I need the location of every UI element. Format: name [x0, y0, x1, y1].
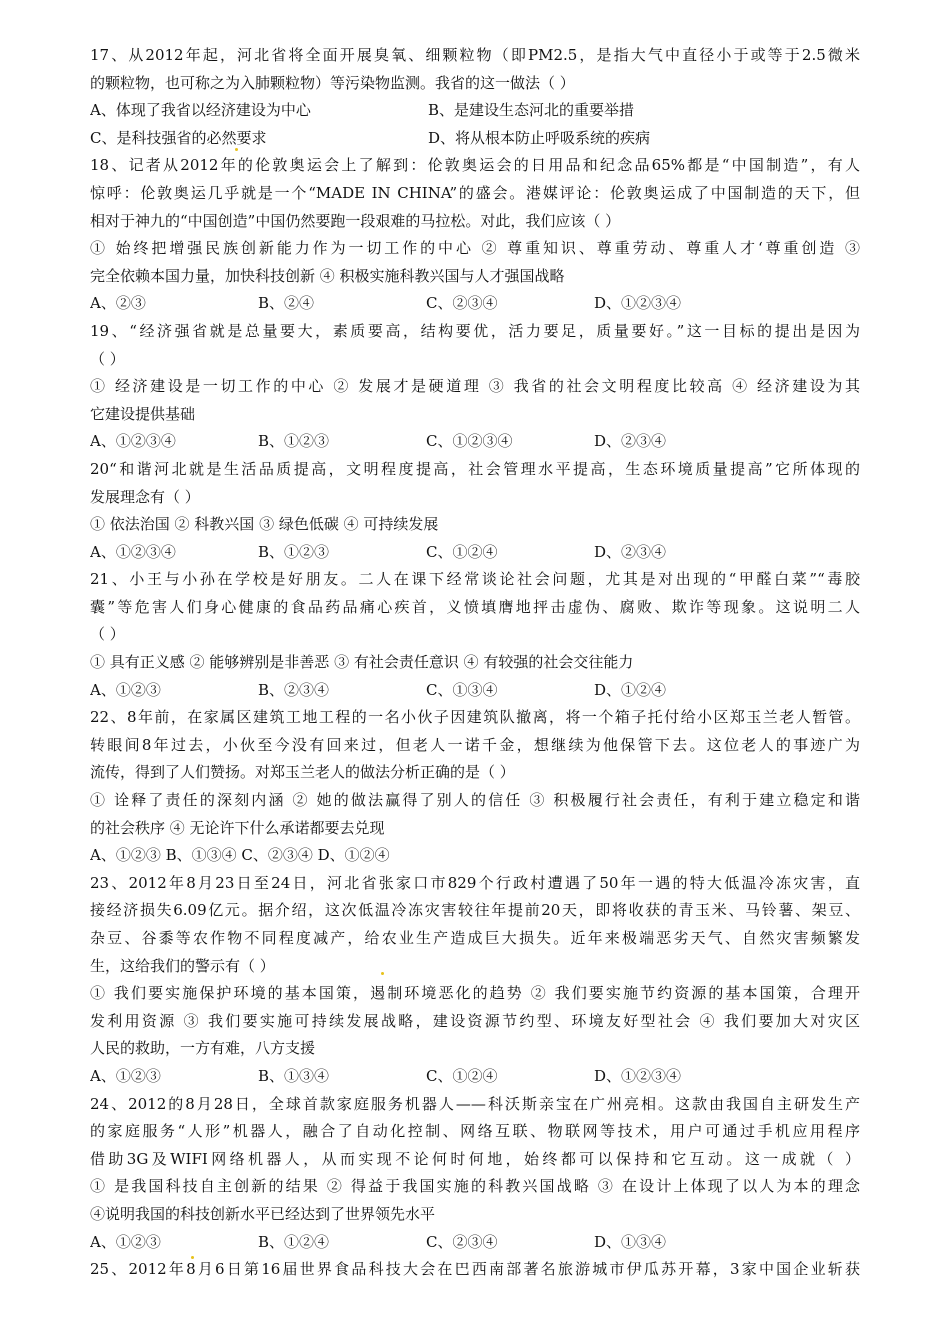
answer-option: C、①②③④ [426, 432, 513, 451]
question-text-line: A、①②③ B、①③④ C、②③④ D、①②④ [90, 846, 390, 865]
question-text-line: 的家庭服务“人形”机器人，融合了自动化控制、网络互联、物联网等技术，用户可通过手机应用程序 [90, 1122, 860, 1141]
question-text-line: 生，这给我们的警示有（ ） [90, 956, 275, 975]
answer-option: C、①②④ [426, 542, 498, 561]
question-text-line: 杂豆、谷黍等农作物不同程度减产，给农业生产造成巨大损失。近年来极端恶劣天气、自然灾害频繁发 [90, 929, 860, 947]
question-20 [90, 456, 860, 566]
answer-option: C、是科技强省的必然要求 [90, 128, 267, 147]
question-text-line: 21、小王与小孙在学校是好朋友。二人在课下经常谈论社会问题，尤其是对出现的“甲醛白菜”“毒胶 [90, 570, 860, 589]
question-text-line: 25、2012年8月6日第16届世界食品科技大会在巴西南部著名旅游城市伊瓜苏开幕，3家中国企业斩获 [90, 1260, 860, 1279]
answer-option: D、①②④ [594, 680, 667, 699]
question-text-line: 转眼间8年过去，小伙至今没有回来过，但老人一诺千金，想继续为他保管下去。这位老人的事迹广为 [90, 735, 860, 754]
question-text-line: 借助3G及WIFI网络机器人，从而实现不论何时何地，始终都可以保持和它互动。这一成就（ ） [90, 1149, 860, 1168]
options-row [90, 290, 860, 318]
answer-option: D、①②③④ [594, 294, 682, 313]
answer-option: B、①②③ [258, 432, 330, 451]
options-row [90, 97, 860, 125]
options-row [90, 677, 860, 705]
question-text-line: ① 诠释了责任的深刻内涵 ② 她的做法赢得了别人的信任 ③ 积极履行社会责任，有利于建立稳定和谐 [90, 791, 860, 810]
answer-option: B、①③④ [258, 1066, 330, 1085]
answer-option: B、①②③ [258, 542, 330, 561]
options-row [90, 1229, 860, 1257]
answer-option: C、①②④ [426, 1066, 498, 1085]
question-text-line: ① 依法治国 ② 科教兴国 ③ 绿色低碳 ④ 可持续发展 [90, 515, 439, 534]
question-19 [90, 318, 860, 456]
options-row [90, 125, 860, 153]
question-17 [90, 42, 860, 152]
question-text-line: 20“和谐河北就是生活品质提高，文明程度提高，社会管理水平提高，生态环境质量提高”它所体现的 [90, 459, 860, 478]
question-text-line: 相对于神九的“中国创造”中国仍然要跑一段艰难的马拉松。对此，我们应该（ ） [90, 211, 621, 230]
answer-option: A、①②③④ [90, 432, 176, 451]
answer-option: B、②③④ [258, 680, 330, 699]
ink-speck [235, 148, 238, 151]
question-21 [90, 566, 860, 704]
question-18 [90, 152, 860, 318]
question-text-line: 流传，得到了人们赞扬。对郑玉兰老人的做法分析正确的是（ ） [90, 763, 515, 782]
question-text-line: ① 是我国科技自主创新的结果 ② 得益于我国实施的科教兴国战略 ③ 在设计上体现了以人为本的理念 [90, 1177, 860, 1196]
question-text-line: 17、从2012年起，河北省将全面开展臭氧、细颗粒物（即PM2.5，是指大气中直径小于或等于2.5微米 [90, 46, 860, 64]
question-text-line: 18、记者从2012年的伦敦奥运会上了解到：伦敦奥运会的日用品和纪念品65%都是“中国制造”，有人 [90, 156, 860, 175]
answer-option: D、②③④ [594, 432, 667, 451]
answer-option: B、①②④ [258, 1232, 330, 1251]
ink-speck [191, 1256, 194, 1259]
question-text-line: 发展理念有（ ） [90, 487, 200, 506]
question-text-line: 的社会秩序 ④ 无论许下什么承诺都要去兑现 [90, 818, 385, 837]
question-text-line: 22、8年前，在家属区建筑工地工程的一名小伙子因建筑队撤离，将一个箱子托付给小区郑玉兰老人暂管。 [90, 708, 860, 727]
question-text-line: 19、“经济强省就是总量要大，素质要高，结构要优，活力要足，质量要好。”这一目标的提出是因为 [90, 321, 860, 340]
question-25 [90, 1256, 860, 1284]
question-text-line: （ ） [90, 349, 125, 368]
question-text-line: ① 经济建设是一切工作的中心 ② 发展才是硬道理 ③ 我省的社会文明程度比较高 ④ 经济建设为其 [90, 377, 860, 396]
answer-option: A、①②③ [90, 680, 161, 699]
answer-option: A、②③ [90, 294, 146, 313]
options-row [90, 539, 860, 567]
answer-option: D、①②③④ [594, 1066, 682, 1085]
answer-option: A、①②③ [90, 1232, 161, 1251]
question-23 [90, 870, 860, 1091]
question-text-line: 完全依赖本国力量，加快科技创新 ④ 积极实施科教兴国与人才强国战略 [90, 266, 565, 285]
answer-option: A、体现了我省以经济建设为中心 [90, 101, 311, 120]
answer-option: C、②③④ [426, 294, 498, 313]
answer-option: B、是建设生态河北的重要举措 [428, 101, 635, 120]
answer-option: D、将从根本防止呼吸系统的疾病 [428, 128, 651, 147]
answer-option: D、②③④ [594, 542, 667, 561]
question-text-line: 惊呼：伦敦奥运几乎就是一个“MADE IN CHINA”的盛会。港媒评论：伦敦奥运成了中国制造的天下，但 [90, 183, 860, 202]
options-row [90, 428, 860, 456]
question-text-line: 的颗粒物，也可称之为入肺颗粒物）等污染物监测。我省的这一做法（ ） [90, 73, 575, 92]
ink-speck [381, 972, 384, 975]
question-text-line: ① 具有正义感 ② 能够辨别是非善恶 ③ 有社会责任意识 ④ 有较强的社会交往能力 [90, 653, 634, 672]
answer-option: A、①②③④ [90, 542, 176, 561]
question-text-line: 24、2012的8月28日，全球首款家庭服务机器人——科沃斯亲宝在广州亮相。这款由我国自主研发生产 [90, 1094, 860, 1113]
question-text-line: ① 始终把增强民族创新能力作为一切工作的中心 ② 尊重知识、尊重劳动、尊重人才‘尊重创造 ③ [90, 239, 860, 258]
question-text-line: 发利用资源 ③ 我们要实施可持续发展战略，建设资源节约型、环境友好型社会 ④ 我们要加大对灾区 [90, 1011, 860, 1030]
question-text-line: ① 我们要实施保护环境的基本国策，遏制环境恶化的趋势 ② 我们要实施节约资源的基本国策，合理开 [90, 984, 860, 1003]
answer-option: A、①②③ [90, 1066, 161, 1085]
question-text-line: 人民的救助，一方有难，八方支援 [90, 1039, 316, 1058]
question-text-line: ④说明我国的科技创新水平已经达到了世界领先水平 [90, 1204, 436, 1223]
question-text-line: 它建设提供基础 [90, 404, 196, 423]
answer-option: C、②③④ [426, 1232, 498, 1251]
question-text-line: （ ） [90, 625, 125, 644]
question-text-line: 23、2012年8月23日至24日，河北省张家口市829个行政村遭遇了50年一遇的特大低温冷冻灾害，直 [90, 873, 860, 892]
answer-option: C、①③④ [426, 680, 498, 699]
question-24 [90, 1091, 860, 1257]
answer-option: D、①③④ [594, 1232, 667, 1251]
answer-option: B、②④ [258, 294, 315, 313]
options-row [90, 1063, 860, 1091]
question-text-line: 接经济损失6.09亿元。据介绍，这次低温冷冻灾害较往年提前20天，即将收获的青玉米、马铃薯、架豆、 [90, 901, 860, 920]
question-text-line: 囊”等危害人们身心健康的食品药品痛心疾首，义愤填膺地抨击虚伪、腐败、欺诈等现象。这说明二人 [90, 597, 860, 616]
question-22 [90, 704, 860, 870]
